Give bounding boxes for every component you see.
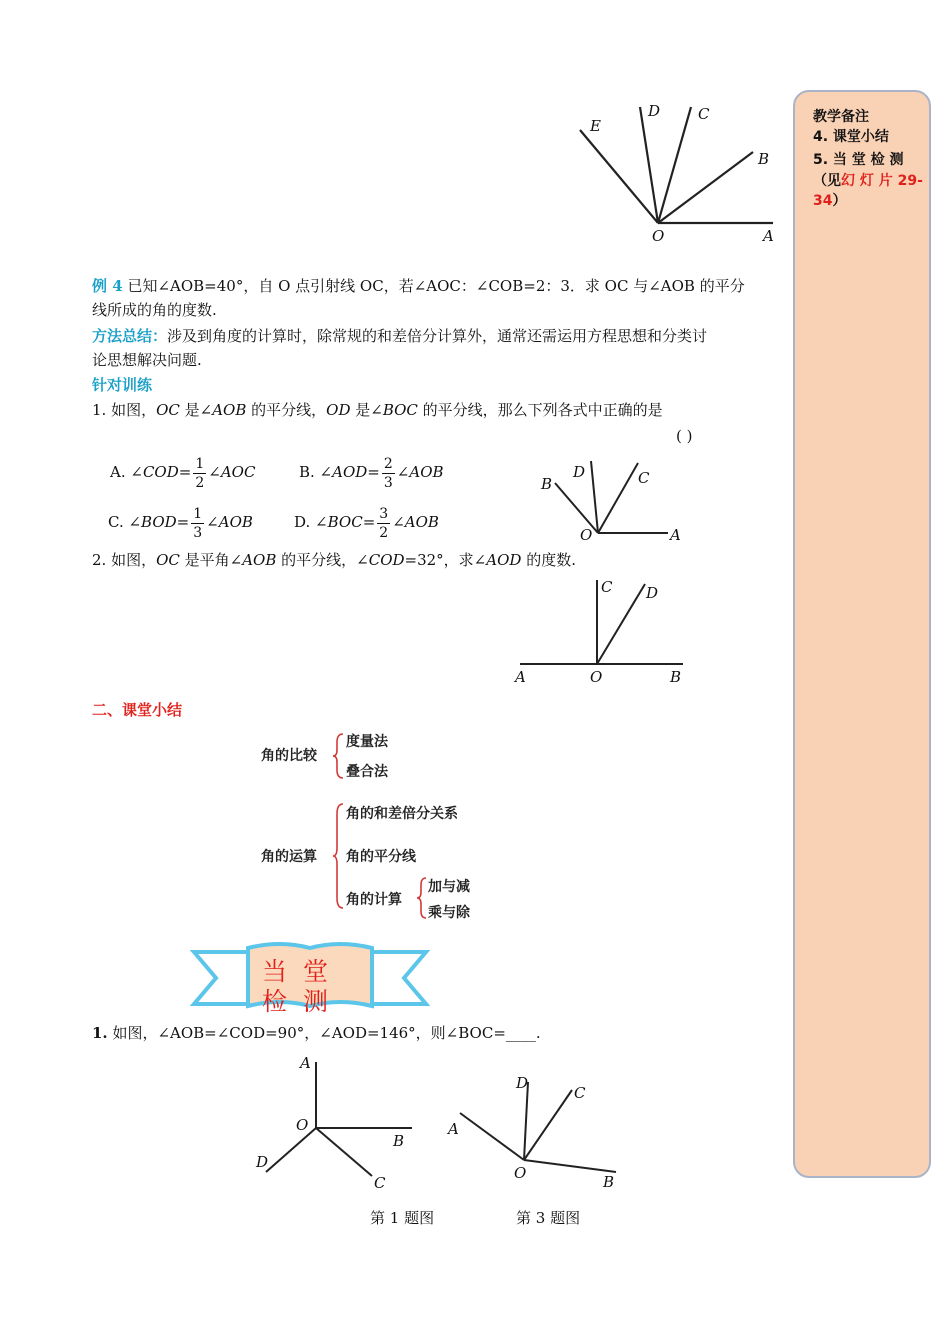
label-d: D xyxy=(256,1153,269,1171)
test-q1: 1. 如图，∠AOB=∠COD=90°，∠AOD=146°，则∠BOC=____. xyxy=(92,1024,541,1042)
label-a: A xyxy=(763,227,774,245)
label-a: A xyxy=(448,1120,459,1138)
ops-item-calc: 角的计算 xyxy=(346,892,402,908)
notes-title: 教学备注 xyxy=(813,109,869,125)
label-c: C xyxy=(698,105,710,123)
ops-item-sum-diff: 角的和差倍分关系 xyxy=(346,806,458,822)
label-c: C xyxy=(601,578,613,596)
teaching-notes-panel xyxy=(793,90,931,1178)
label-o: O xyxy=(296,1116,309,1134)
label-c: C xyxy=(574,1084,586,1102)
ops-item-bisector: 角的平分线 xyxy=(346,849,416,865)
label-b: B xyxy=(393,1132,405,1150)
label-e: E xyxy=(590,117,601,135)
caption-figure-1: 第 1 题图 xyxy=(370,1209,435,1227)
notes-item-5: 5. 当 堂 检 测 xyxy=(813,152,904,168)
label-c: C xyxy=(638,469,650,487)
calc-item-add-sub: 加与减 xyxy=(428,879,470,895)
label-d: D xyxy=(573,463,586,481)
summary-mindmap xyxy=(258,728,498,923)
label-o: O xyxy=(652,227,665,245)
compare-item-overlap: 叠合法 xyxy=(346,764,388,780)
label-b: B xyxy=(603,1173,615,1191)
practice-figure-1 xyxy=(535,455,690,545)
compare-item-measure: 度量法 xyxy=(346,734,388,750)
label-b: B xyxy=(758,150,770,168)
ray-ob xyxy=(658,152,753,223)
notes-item-5-note: （见幻 灯 片 29-34） xyxy=(813,173,923,209)
practice-q1: 1. 如图，OC 是∠AOB 的平分线，OD 是∠BOC 的平分线，那么下列各式中正确的是 xyxy=(92,401,663,419)
label-d: D xyxy=(516,1074,529,1092)
method-line2: 论思想解决问题. xyxy=(92,351,202,369)
method-line1: 方法总结：涉及到角度的计算时，除常规的和差倍分计算外，通常还需运用方程思想和分类讨 xyxy=(92,327,708,345)
label-o: O xyxy=(590,668,603,686)
test-figure-3 xyxy=(440,1068,630,1193)
caption-figure-3: 第 3 题图 xyxy=(516,1209,581,1227)
option-c[interactable]: C. ∠BOD= $\frac{1}{3}$ ∠AOB xyxy=(108,505,253,541)
label-b: B xyxy=(670,668,682,686)
angle-figure-top xyxy=(570,95,785,250)
label-a: A xyxy=(300,1054,311,1072)
practice-title: 针对训练 xyxy=(92,376,153,394)
option-a[interactable]: A. ∠COD= $\frac{1}{2}$ ∠AOC xyxy=(110,455,256,491)
test-figure-1 xyxy=(250,1050,425,1195)
compare-label: 角的比较 xyxy=(261,748,317,764)
practice-q2: 2. 如图，OC 是平角∠AOB 的平分线，∠COD=32°，求∠AOD 的度数. xyxy=(92,551,576,569)
label-d: D xyxy=(648,102,661,120)
example-4-line2: 线所成的角的度数. xyxy=(92,301,217,319)
calc-item-mul-div: 乘与除 xyxy=(428,905,470,921)
calc-brace xyxy=(416,876,428,920)
label-o: O xyxy=(580,526,593,544)
label-b: B xyxy=(541,475,553,493)
label-c: C xyxy=(374,1174,386,1192)
ops-label: 角的运算 xyxy=(261,849,317,865)
label-a: A xyxy=(670,526,681,544)
label-d: D xyxy=(646,584,659,602)
practice-q1-answer-bracket: ( ) xyxy=(676,427,693,445)
practice-figure-2 xyxy=(505,572,695,687)
example-4-line1: 例 4 已知∠AOB=40°，自 O 点引射线 OC，若∠AOC：∠COB=2：3．求 OC 与∠AOB 的平分 xyxy=(92,277,745,295)
banner-title: 当 堂 检 测 xyxy=(262,957,332,1016)
summary-title: 二、课堂小结 xyxy=(92,701,183,719)
option-d[interactable]: D. ∠BOC= $\frac{3}{2}$ ∠AOB xyxy=(294,505,439,541)
ray-oc xyxy=(658,107,691,223)
ops-brace xyxy=(332,802,346,910)
notes-item-4: 4. 课堂小结 xyxy=(813,129,889,145)
label-a: A xyxy=(515,668,526,686)
option-b[interactable]: B. ∠AOD= $\frac{2}{3}$ ∠AOB xyxy=(299,455,444,491)
label-o: O xyxy=(514,1164,527,1182)
compare-brace xyxy=(332,732,346,780)
